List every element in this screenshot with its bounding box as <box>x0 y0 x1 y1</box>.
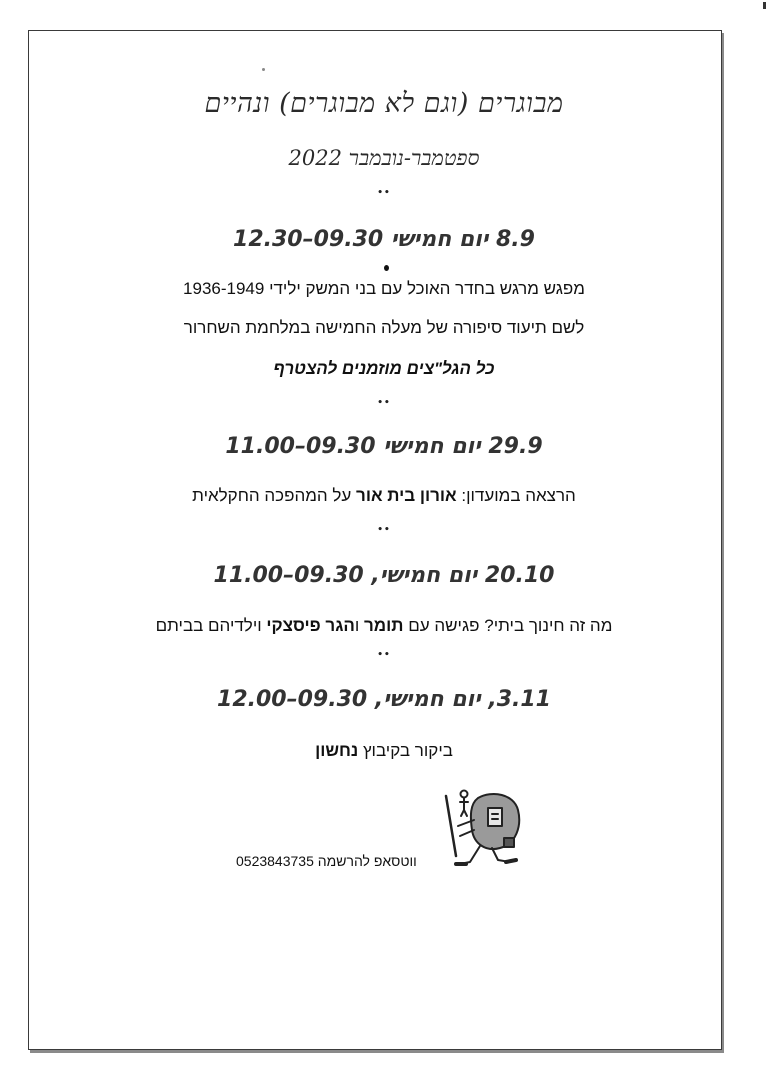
registration-contact: ווטסאפ להרשמה 0523843735 <box>236 853 417 869</box>
hiker-backpack-icon <box>430 786 525 871</box>
event-invite: כל הגל"צים מוזמנים להצטרף <box>273 359 495 378</box>
bullet-dot <box>384 265 389 271</box>
document-frame <box>28 30 722 1050</box>
scan-speck <box>262 68 265 71</box>
event-text: מה זה חינוך ביתי? פגישה עם תומר והגר פיסצקי וילדיהם בביתם <box>155 616 613 635</box>
page-subtitle: ספטמבר-נובמבר 2022 <box>288 146 480 170</box>
separator: •• <box>377 188 391 198</box>
event-heading: 29.9 יום חמישי 09.30–11.00 <box>225 434 543 459</box>
separator: •• <box>377 398 391 408</box>
event-text: לשם תיעוד סיפורה של מעלה החמישה במלחמת השחרור <box>183 318 585 337</box>
event-text: מפגש מרגש בחדר האוכל עם בני המשק ילידי 1936-1949 <box>183 279 585 298</box>
speaker-name: אורון בית אור <box>356 486 457 505</box>
event-heading: 20.10 יום חמישי, 09.30–11.00 <box>213 563 555 588</box>
page-title: מבוגרים (וגם לא מבוגרים) ונהיים <box>204 88 564 119</box>
host-name: תומר <box>364 616 404 635</box>
event-heading: 3.11, יום חמישי, 09.30–12.00 <box>217 687 551 712</box>
separator: •• <box>377 650 391 660</box>
host-name: הגר פיסצקי <box>266 616 355 635</box>
separator: •• <box>377 525 391 535</box>
place-name: נחשון <box>315 741 359 760</box>
event-heading: 8.9 יום חמישי 09.30–12.30 <box>233 227 535 252</box>
event-text: ביקור בקיבוץ נחשון <box>315 741 453 760</box>
event-text: הרצאה במועדון: אורון בית אור על המהפכה החקלאית <box>192 486 576 505</box>
scan-mark <box>763 2 766 9</box>
